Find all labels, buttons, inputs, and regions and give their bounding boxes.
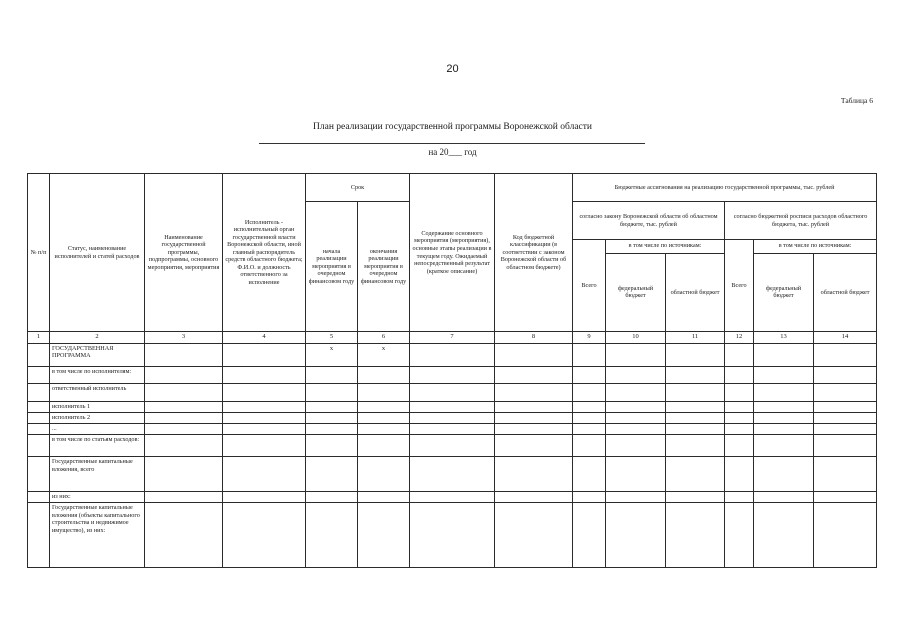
header-col-total-list: Всего (725, 239, 754, 331)
header-law-group: согласно закону Воронежской области об областном бюджете, тыс. рублей (573, 202, 725, 240)
header-budget-group: Бюджетные ассигнования на реализацию государственной программы, тыс. рублей (573, 174, 877, 202)
column-number: 13 (754, 332, 814, 343)
table-row (28, 343, 877, 366)
program-plan-table (27, 173, 877, 568)
title-underline (259, 143, 645, 144)
row-label-state-program: ГОСУДАРСТВЕННАЯ ПРОГРАММА (50, 343, 145, 366)
page-number: 20 (446, 63, 459, 75)
row-label-capital-investments-objects: Государственные капитальные вложения (объекты капитального строительства и недвижимое имущество), из них: (50, 502, 145, 567)
column-number: 11 (666, 332, 725, 343)
table-row (28, 502, 877, 567)
column-number: 12 (725, 332, 754, 343)
column-number: 6 (358, 332, 410, 343)
row-label-executor-2: исполнитель 2 (50, 413, 145, 424)
header-col-budget-code: Код бюджетной классификации (в соответствии с законом Воронежской области об областном бюджете) (495, 174, 573, 332)
column-number: 8 (495, 332, 573, 343)
row-label-executor-1: исполнитель 1 (50, 402, 145, 413)
column-number: 2 (50, 332, 145, 343)
header-col-federal-law: федеральный бюджет (606, 253, 666, 332)
table-row (28, 366, 877, 384)
header-col-federal-list: федеральный бюджет (754, 253, 814, 332)
column-number: 5 (306, 332, 358, 343)
header-sources-list: в том числе по источникам: (754, 239, 877, 253)
column-number: 3 (145, 332, 223, 343)
header-col-content: Содержание основного мероприятия (мероприятия), основные этапы реализации в текущем году. Ожидаемый непосредственный результат (краткое описание) (410, 174, 495, 332)
row-label-capital-investments-total: Государственные капитальные вложения, всего (50, 457, 145, 492)
header-col-status: Статус, наименование исполнителей и статей расходов (50, 174, 145, 332)
column-number: 9 (573, 332, 606, 343)
end-x-mark: х (358, 343, 410, 366)
table-row (28, 435, 877, 457)
header-col-start: начала реализации мероприятия в очередном финансовом году (306, 202, 358, 332)
row-label-ellipsis: ... (50, 424, 145, 435)
table-row (28, 491, 877, 502)
header-col-end: окончания реализации мероприятия в очередном финансовом году (358, 202, 410, 332)
row-label-by-expense-items: в том числе по статьям расходов: (50, 435, 145, 457)
header-col-program-name: Наименование государственной программы, подпрограммы, основного мероприятия, мероприятия (145, 174, 223, 332)
table-row (28, 424, 877, 435)
table-row (28, 384, 877, 402)
column-number: 10 (606, 332, 666, 343)
column-number: 1 (28, 332, 50, 343)
header-term-group: Срок (306, 174, 410, 202)
document-subtitle: на 20___ год (428, 147, 477, 157)
header-col-total-law: Всего (573, 239, 606, 331)
column-number: 14 (814, 332, 877, 343)
row-label-by-executors: в том числе по исполнителям: (50, 366, 145, 384)
table-label: Таблица 6 (840, 96, 873, 105)
column-number: 7 (410, 332, 495, 343)
header-col-regional-list: областной бюджет (814, 253, 877, 332)
header-col-regional-law: областной бюджет (666, 253, 725, 332)
header-col-number: № п/п (28, 174, 50, 332)
table-row (28, 402, 877, 413)
header-sources-law: в том числе по источникам: (606, 239, 725, 253)
column-number-row (28, 332, 877, 343)
table-row (28, 457, 877, 492)
column-number: 4 (223, 332, 306, 343)
table-row (28, 413, 877, 424)
start-x-mark: х (306, 343, 358, 366)
row-label-responsible-executor: ответственный исполнитель (50, 384, 145, 402)
row-label-of-which: из них: (50, 491, 145, 502)
document-title: План реализации государственной программы Воронежской области (313, 122, 592, 132)
header-list-group: согласно бюджетной росписи расходов областного бюджета, тыс. рублей (725, 202, 877, 240)
header-col-executor: Исполнитель - исполнительный орган государственной власти Воронежской области, иной главный распорядитель средств областного бюджета; Ф.И.О. и должность ответственного за исполнение (223, 174, 306, 332)
